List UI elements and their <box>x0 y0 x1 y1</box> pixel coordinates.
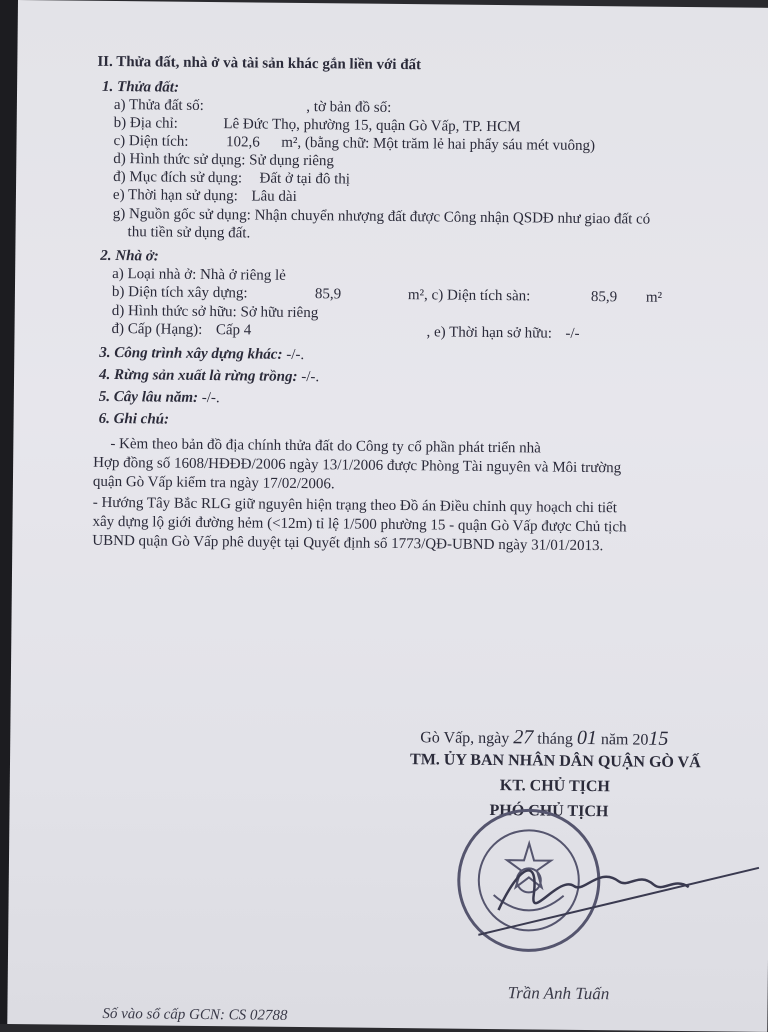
item4-value: -/-. <box>301 368 320 386</box>
house-ownership <box>112 302 319 322</box>
house-d-label: d) Hình thức sở hữu: <box>111 302 237 321</box>
house-term <box>426 323 579 343</box>
land-g-value: Nhận chuyển nhượng đất được Công nhận QSDĐ như giao đất có <box>254 207 651 228</box>
note1-line3: quận Gò Vấp kiểm tra ngày 17/02/2006. <box>92 473 335 493</box>
sign-day: 27 <box>513 726 534 749</box>
land-c-value: 102,6 <box>225 134 260 151</box>
land-d-value: Sử dụng riêng <box>249 152 335 170</box>
house-building-area <box>112 283 248 302</box>
house-c-value: 85,9 <box>590 289 618 306</box>
signature-icon <box>478 825 768 948</box>
planted-forest <box>99 366 319 386</box>
land-e-label: e) Thời hạn sử dụng: <box>112 187 238 205</box>
land-a-label: a) Thửa đất số: <box>113 97 204 114</box>
land-c-unit: m², <box>281 134 302 151</box>
note1-line2: Hợp đồng số 1608/HĐĐĐ/2006 ngày 13/1/2006 được Phòng Tài nguyên và Môi trường <box>93 454 622 477</box>
item5-value: -/-. <box>201 389 220 407</box>
registration-number: Số vào sổ cấp GCN: CS 02788 <box>102 1005 288 1024</box>
house-b-value: 85,9 <box>314 286 342 303</box>
note2-line3: UBND quận Gò Vấp phê duyệt tại Quyết định số 1773/QĐ-UBND ngày 31/01/2013. <box>92 532 604 555</box>
item4-label: 4. Rừng sản xuất là rừng trồng: <box>98 366 298 385</box>
month-label: tháng <box>537 730 573 748</box>
note1-line1: - Kèm theo bản đồ địa chính thửa đất do Công ty cổ phần phát triển nhà <box>110 435 541 457</box>
house-d-value: Sở hữu riêng <box>240 304 319 322</box>
sign-year: 15 <box>648 727 669 750</box>
land-e-value: Lâu dài <box>251 188 297 205</box>
house-e-label: , e) Thời hạn sở hữu: <box>426 324 552 342</box>
house-a-value: Nhà ở riêng lẻ <box>199 266 286 284</box>
land-b-label: b) Địa chỉ: <box>113 115 178 132</box>
house-b-label: b) Diện tích xây dựng: <box>111 284 248 302</box>
item5-label: 5. Cây lâu năm: <box>98 388 199 406</box>
land-c-label: c) Diện tích: <box>113 133 189 150</box>
perennial-trees <box>99 388 220 407</box>
sign-month: 01 <box>576 726 597 750</box>
year-label: năm 20 <box>600 731 649 749</box>
certificate-page <box>7 0 768 1032</box>
item3-value: -/-. <box>286 346 305 364</box>
item3-label: 3. Công trình xây dựng khác: <box>99 344 283 363</box>
signing-date <box>420 727 668 750</box>
note2-line1: - Hướng Tây Bắc RLG giữ nguyên hiện trạng theo Đồ án Điều chỉnh quy hoạch chi tiết <box>92 494 618 517</box>
signer-name: Trần Anh Tuấn <box>507 983 610 1004</box>
house-heading: 2. Nhà ở: <box>100 247 159 265</box>
house-c-unit: m² <box>645 289 663 306</box>
land-b-value: Lê Đức Thọ, phường 15, quận Gò Vấp, TP. HCM <box>223 116 521 136</box>
notes-heading: 6. Ghi chú: <box>98 410 170 428</box>
house-d2-label: đ) Cấp (Hạng): <box>111 320 203 338</box>
house-a-label: a) Loại nhà ở: <box>112 266 197 283</box>
house-grade <box>111 320 251 339</box>
place-date-label: Gò Vấp, ngày <box>420 729 510 748</box>
land-d2-label: đ) Mục đích sử dụng: <box>113 169 243 187</box>
signer-title-2: PHÓ CHỦ TỊCH <box>489 801 609 821</box>
other-construction <box>99 344 304 364</box>
signer-title-1: KT. CHỦ TỊCH <box>499 777 610 796</box>
note2-line2: xây dựng lộ giới đường hẻm (<12m) tỉ lệ 1/500 phường 15 - quận Gò Vấp được Chủ tịch <box>92 513 627 536</box>
land-term <box>113 186 297 206</box>
house-type <box>112 265 286 285</box>
land-d2-value: Đất ở tại đô thị <box>259 170 351 188</box>
land-d-label: d) Hình thức sử dụng: <box>113 151 246 169</box>
land-g-label: g) Nguồn gốc sử dụng: <box>112 206 251 224</box>
house-b-unit: m², c) Diện tích sàn: <box>407 287 531 305</box>
land-usage-form <box>113 150 334 170</box>
land-origin-cont: thu tiền sử dụng đất. <box>127 224 251 242</box>
land-a-suffix: , tờ bản đồ số: <box>306 99 392 116</box>
land-heading: 1. Thửa đất: <box>102 78 180 96</box>
land-c-words: (bằng chữ: Một trăm lẻ hai phẩy sáu mét vuông) <box>304 135 596 155</box>
house-e-value: -/- <box>565 325 580 342</box>
issuing-authority: TM. ỦY BAN NHÂN DÂN QUẬN GÒ VẤ <box>409 751 701 772</box>
house-d2-value: Cấp 4 <box>215 322 252 339</box>
section-title: II. Thửa đất, nhà ở và tài sản khác gắn liền với đất <box>97 53 422 74</box>
